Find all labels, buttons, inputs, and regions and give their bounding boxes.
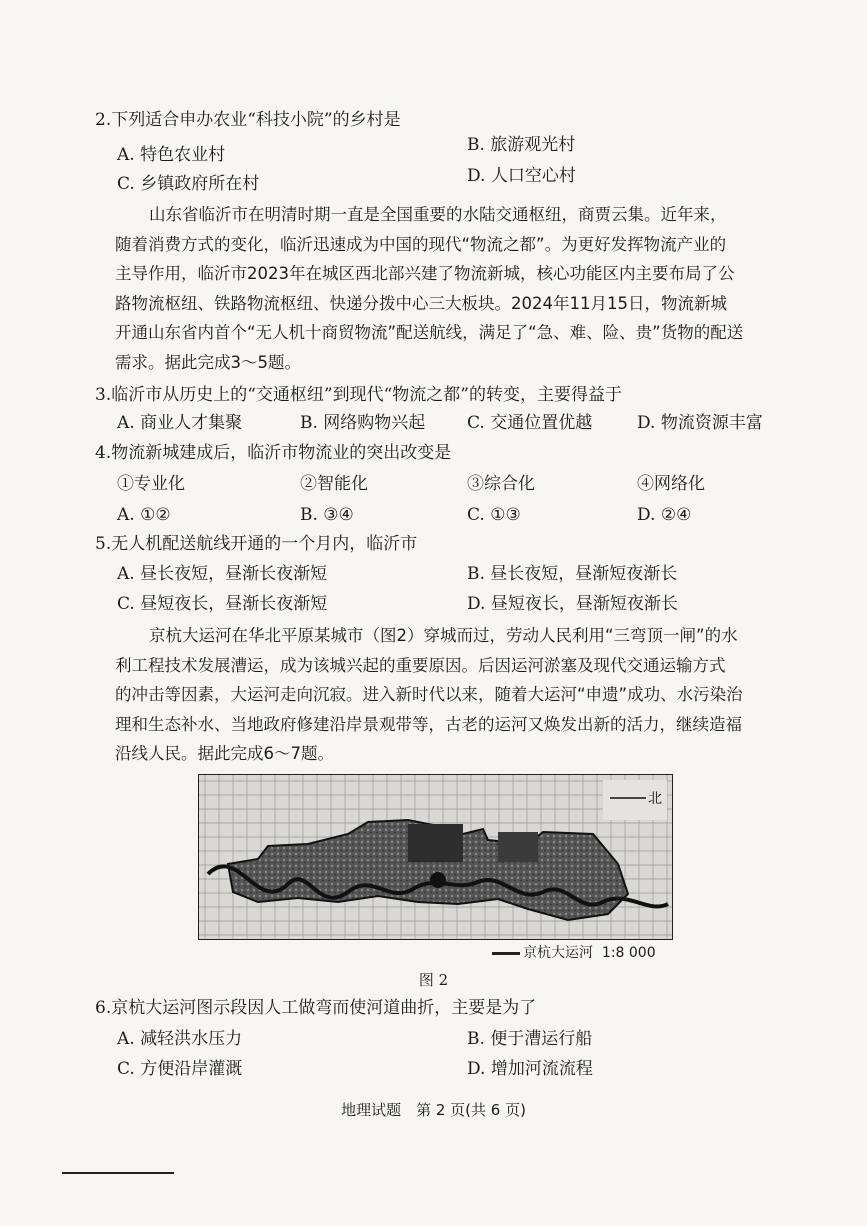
- passage-line: 沿线人民。据此完成6～7题。: [115, 744, 334, 763]
- q5-option-d: D. 昼短夜长，昼渐短夜渐长: [467, 594, 678, 614]
- q3-option-c: C. 交通位置优越: [467, 413, 593, 433]
- passage-line: 随着消费方式的变化，临沂迅速成为中国的现代“物流之都”。为更好发挥物流产业的: [115, 234, 727, 254]
- q3-option-a: A. 商业人才集聚: [117, 413, 243, 433]
- q4-item-1: ①专业化: [117, 474, 185, 494]
- q4-item-4: ④网络化: [637, 474, 705, 494]
- q4-option-d: D. ②④: [637, 505, 692, 525]
- q2-option-d: D. 人口空心村: [467, 166, 576, 186]
- q2-option-c: C. 乡镇政府所在村: [117, 174, 260, 194]
- q5-option-a: A. 昼长夜短，昼渐长夜渐短: [117, 564, 328, 584]
- q6-option-b: B. 便于漕运行船: [467, 1029, 593, 1049]
- map-legend: [492, 942, 656, 962]
- q5-stem: 5.无人机配送航线开通的一个月内，临沂市: [95, 534, 418, 554]
- passage-line: 理和生态补水、当地政府修建沿岸景观带等，古老的运河又焕发出新的活力，继续造福: [115, 714, 742, 734]
- legend-label: 京杭大运河: [523, 945, 593, 961]
- q4-item-3: ③综合化: [467, 474, 535, 494]
- q6-option-c: C. 方便沿岸灌溉: [117, 1059, 243, 1079]
- passage-line: 需求。据此完成3～5题。: [115, 352, 301, 372]
- passage-line: 山东省临沂市在明清时期一直是全国重要的水陆交通枢纽，商贾云集。近年来，: [149, 205, 727, 224]
- canal-legend-icon: [492, 952, 520, 955]
- q6-stem: 6.京杭大运河图示段因人工做弯而使河道曲折，主要是为了: [95, 998, 537, 1018]
- q3-option-d: D. 物流资源丰富: [637, 413, 763, 433]
- passage-line: 利工程技术发展漕运，成为该城兴起的重要原因。后因运河淤塞及现代交通运输方式: [115, 655, 726, 675]
- passage-line: 的冲击等因素，大运河走向沉寂。进入新时代以来，随着大运河“申遗”成功、水污染治: [115, 685, 743, 704]
- passage-line: 京杭大运河在华北平原某城市（图2）穿城而过，劳动人民利用“三弯顶一闸”的水: [149, 626, 738, 645]
- passage-grand-canal: [115, 621, 775, 769]
- map-scale: 1:8 000: [601, 945, 656, 961]
- q5-option-c: C. 昼短夜长，昼渐长夜渐短: [117, 594, 328, 614]
- urban-block: [498, 832, 538, 862]
- q3-option-b: B. 网络购物兴起: [300, 413, 426, 433]
- q4-option-a: A. ①②: [117, 505, 171, 525]
- q2-option-b: B. 旅游观光村: [467, 135, 576, 155]
- q4-item-2: ②智能化: [300, 474, 368, 494]
- q4-option-b: B. ③④: [300, 505, 354, 525]
- north-label: 北: [648, 791, 662, 807]
- q2-stem: 2.下列适合申办农业“科技小院”的乡村是: [95, 110, 401, 130]
- urban-block: [408, 824, 463, 862]
- q4-stem: 4.物流新城建成后，临沂市物流业的突出改变是: [95, 443, 452, 463]
- passage-linyi: [115, 200, 775, 377]
- passage-line: 路物流枢纽、铁路物流枢纽、快递分拨中心三大板块。2024年11月15日，物流新城: [115, 293, 727, 313]
- canal-map-figure: [198, 774, 673, 940]
- landmark-circle: [430, 872, 446, 888]
- page-footer: 地理试题 第 2 页(共 6 页): [341, 1101, 526, 1119]
- q5-option-b: B. 昼长夜短，昼渐短夜渐长: [467, 564, 678, 584]
- passage-line: 主导作用，临沂市2023年在城区西北部兴建了物流新城，核心功能区内主要布局了公: [115, 264, 735, 283]
- q6-option-a: A. 减轻洪水压力: [117, 1029, 243, 1049]
- q2-option-a: A. 特色农业村: [117, 145, 226, 165]
- bottom-rule: [62, 1172, 174, 1174]
- q6-option-d: D. 增加河流流程: [467, 1059, 593, 1079]
- figure-caption: 图 2: [418, 971, 449, 989]
- q3-stem: 3.临沂市从历史上的“交通枢纽”到现代“物流之都”的转变，主要得益于: [95, 385, 622, 405]
- passage-line: 开通山东省内首个“无人机十商贸物流”配送航线，满足了“急、难、险、贵”货物的配送: [115, 323, 744, 342]
- q4-option-c: C. ①③: [467, 505, 521, 525]
